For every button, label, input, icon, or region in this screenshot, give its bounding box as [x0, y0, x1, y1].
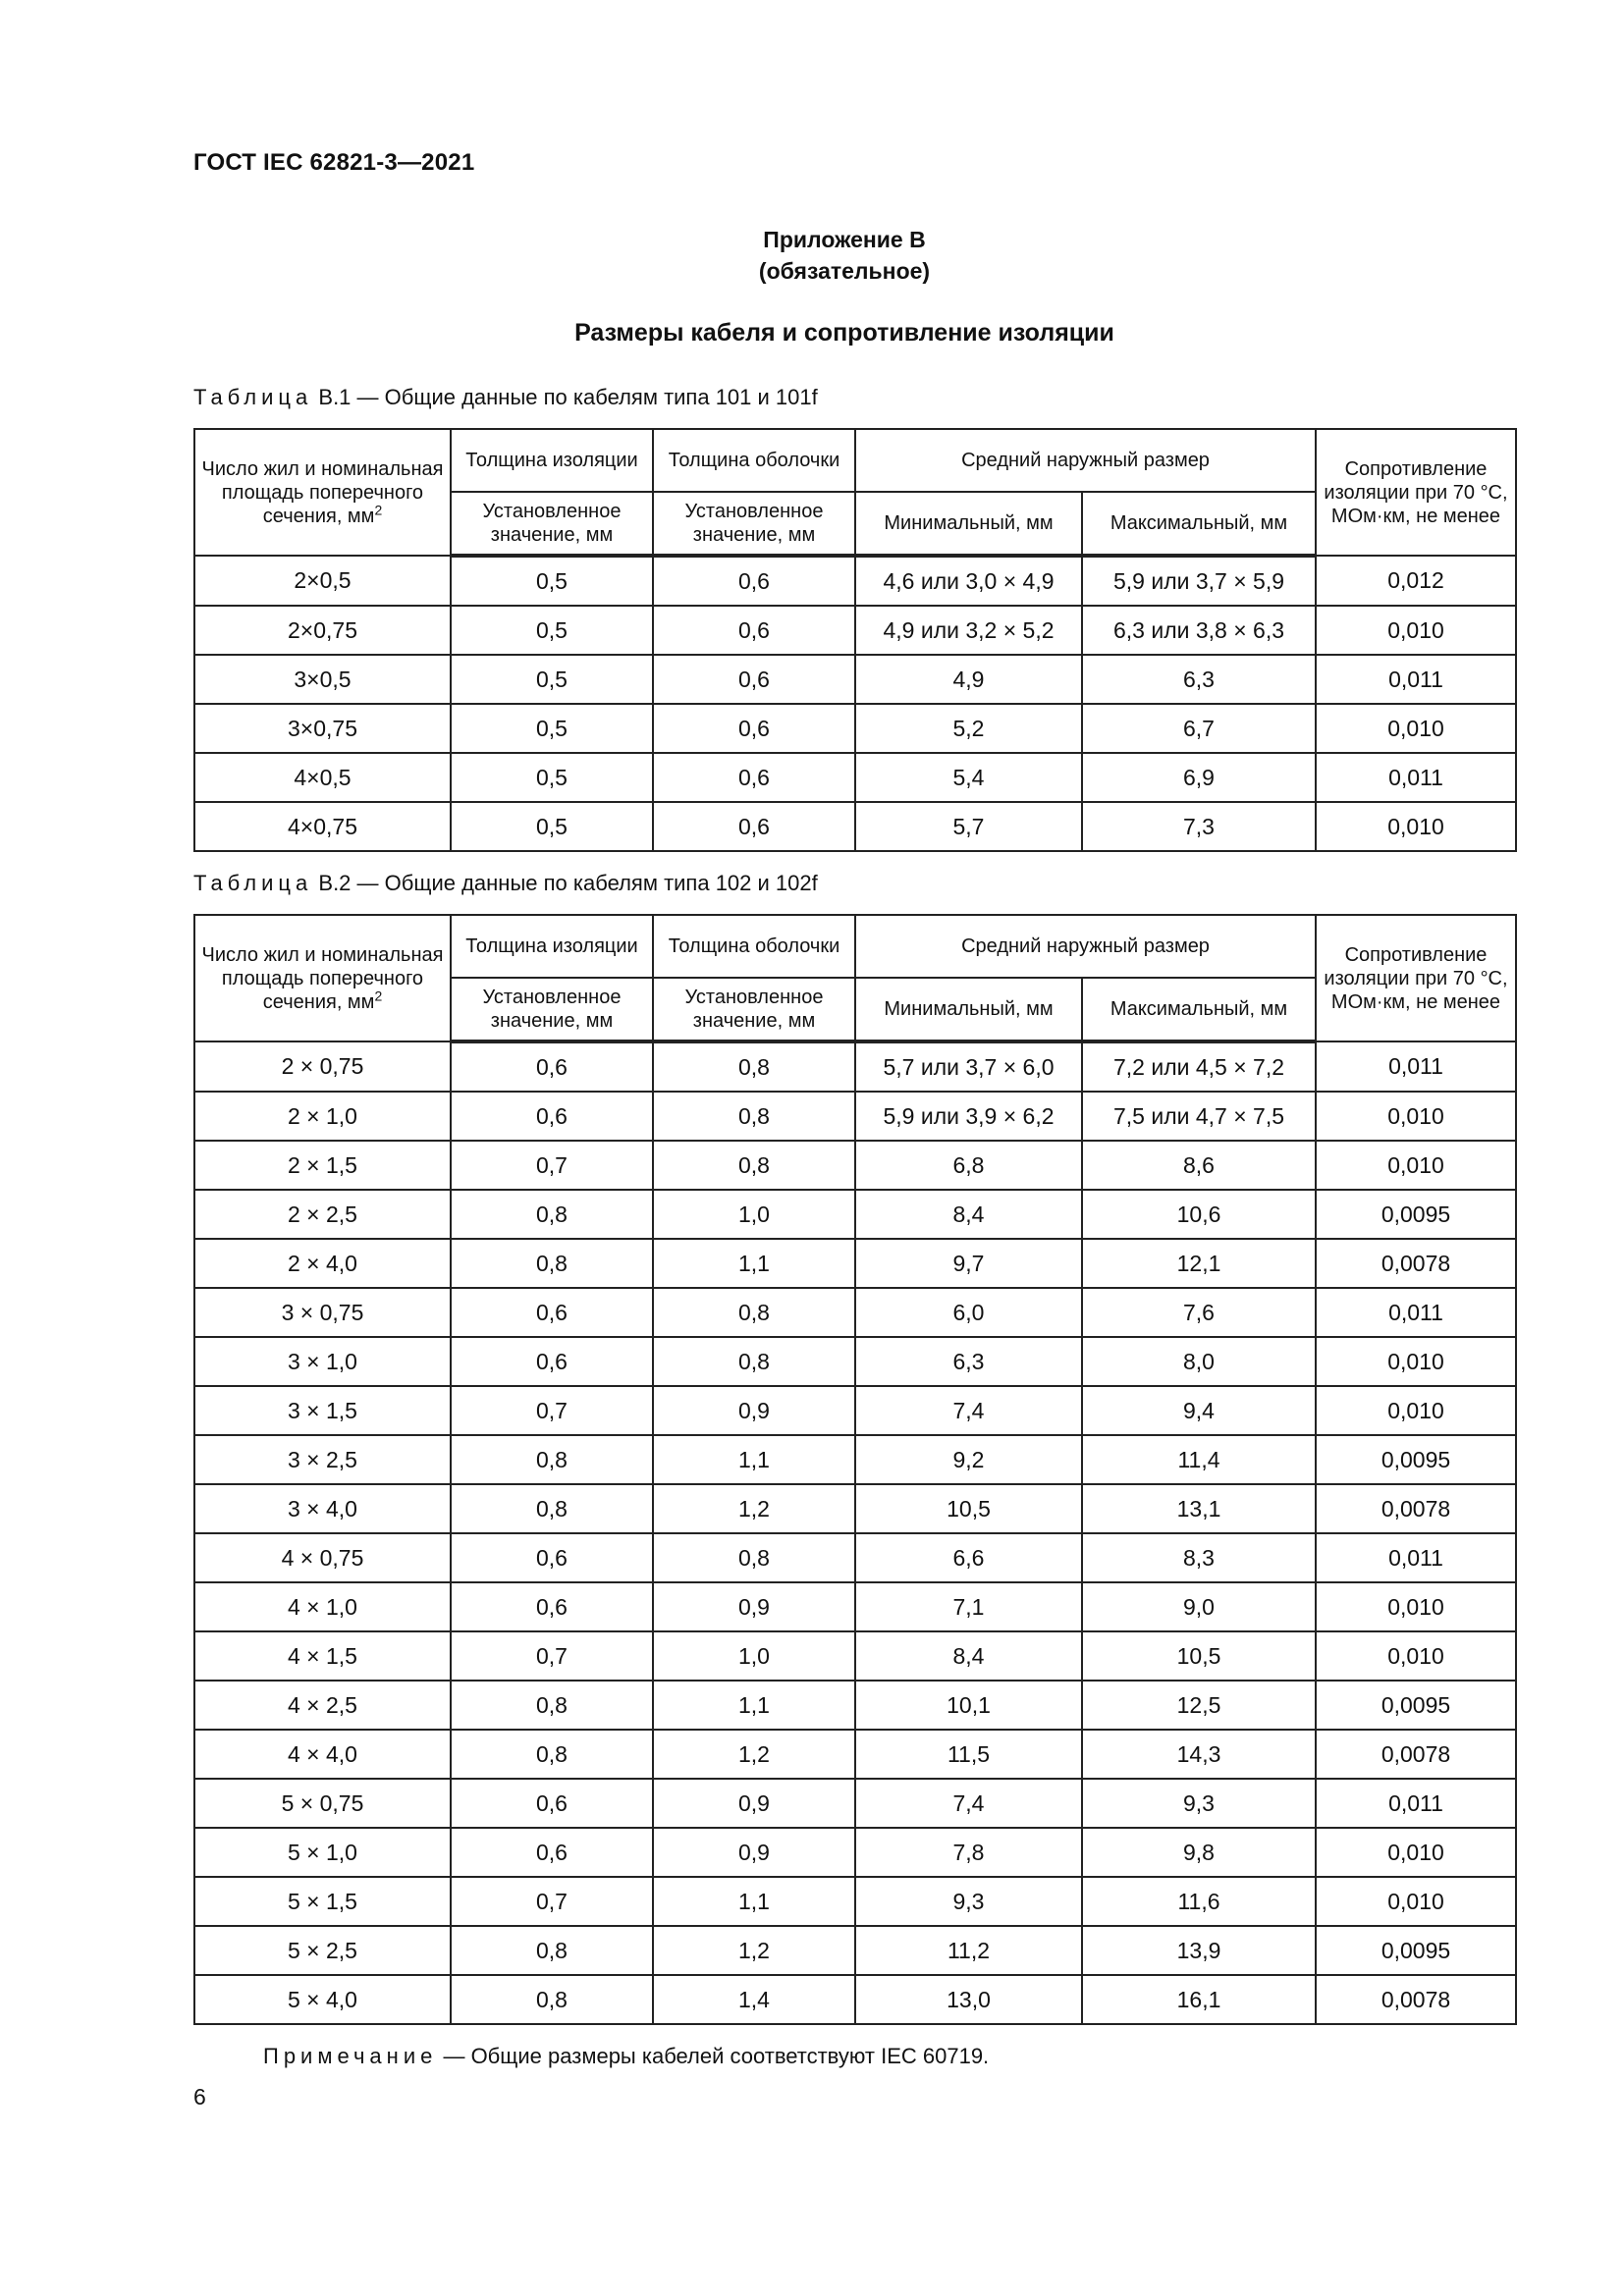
table-cell: 0,8	[451, 1975, 653, 2024]
table-cell: 0,0095	[1316, 1435, 1516, 1484]
table-cell: 0,010	[1316, 1337, 1516, 1386]
table-cell: 6,7	[1082, 704, 1316, 753]
col-header-cores-text: Число жил и номинальная площадь поперечного сечения, мм	[201, 943, 444, 1013]
table-cell: 0,5	[451, 556, 653, 606]
table-row	[194, 1975, 1516, 2024]
table-cell: 0,7	[451, 1877, 653, 1926]
col-header-max: Максимальный, мм	[1082, 978, 1316, 1041]
table-cell: 1,0	[653, 1190, 855, 1239]
table-cell: 0,9	[653, 1582, 855, 1631]
table-cell: 5,7 или 3,7 × 6,0	[855, 1041, 1082, 1092]
table-row	[194, 655, 1516, 704]
table-cell: 0,011	[1316, 655, 1516, 704]
table-cell: 2 × 1,5	[194, 1141, 451, 1190]
table-cell: 0,010	[1316, 1092, 1516, 1141]
table-row	[194, 1631, 1516, 1681]
col-header-cores-text: Число жил и номинальная площадь поперечного сечения, мм	[201, 457, 444, 527]
table-cell: 0,6	[653, 704, 855, 753]
table-cell: 8,3	[1082, 1533, 1316, 1582]
table-row	[194, 1484, 1516, 1533]
table-cell: 9,3	[855, 1877, 1082, 1926]
table-cell: 0,6	[653, 606, 855, 655]
col-header-min: Минимальный, мм	[855, 978, 1082, 1041]
table-cell: 5,9 или 3,7 × 5,9	[1082, 556, 1316, 606]
col-header-insulation: Толщина изоляции	[451, 915, 653, 978]
table-cell: 0,5	[451, 802, 653, 851]
table-row	[194, 1288, 1516, 1337]
table-cell: 5 × 1,0	[194, 1828, 451, 1877]
table-cell: 0,8	[451, 1239, 653, 1288]
col-header-resistance: Сопротивление изоляции при 70 °C, МОм·км, не менее	[1316, 429, 1516, 556]
col-header-sheath: Толщина оболочки	[653, 429, 855, 492]
appendix-heading	[0, 224, 1624, 287]
table-cell: 0,6	[451, 1582, 653, 1631]
table-cell: 0,0095	[1316, 1190, 1516, 1239]
table-cell: 0,5	[451, 655, 653, 704]
table-cell: 0,8	[653, 1041, 855, 1092]
table-cell: 0,8	[451, 1190, 653, 1239]
table-cell: 1,1	[653, 1239, 855, 1288]
table2-caption-text: В.2 — Общие данные по кабелям типа 102 и 102f	[318, 871, 818, 895]
table-row	[194, 802, 1516, 851]
table-cell: 0,8	[653, 1288, 855, 1337]
table-cell: 0,9	[653, 1386, 855, 1435]
table-cell: 2×0,75	[194, 606, 451, 655]
table-cell: 7,5 или 4,7 × 7,5	[1082, 1092, 1316, 1141]
superscript: 2	[374, 501, 383, 517]
col-header-insulation-value: Установленное значение, мм	[451, 978, 653, 1041]
table-cell: 9,8	[1082, 1828, 1316, 1877]
table-cell: 4×0,75	[194, 802, 451, 851]
table-cell: 0,8	[451, 1926, 653, 1975]
table-cell: 13,9	[1082, 1926, 1316, 1975]
table-cell: 16,1	[1082, 1975, 1316, 2024]
table-cell: 0,010	[1316, 606, 1516, 655]
table-cell: 11,4	[1082, 1435, 1316, 1484]
table-row	[194, 1877, 1516, 1926]
table-row	[194, 1190, 1516, 1239]
table-cell: 0,8	[451, 1435, 653, 1484]
note-text: — Общие размеры кабелей соответствуют IEC 60719.	[437, 2044, 990, 2068]
table-cell: 2 × 4,0	[194, 1239, 451, 1288]
col-header-insulation: Толщина изоляции	[451, 429, 653, 492]
table-cell: 8,6	[1082, 1141, 1316, 1190]
table-cell: 0,8	[451, 1730, 653, 1779]
col-header-min: Минимальный, мм	[855, 492, 1082, 556]
table-cell: 7,8	[855, 1828, 1082, 1877]
table-cell: 6,6	[855, 1533, 1082, 1582]
table-cell: 1,2	[653, 1926, 855, 1975]
table-cell: 0,0095	[1316, 1681, 1516, 1730]
table-row	[194, 1337, 1516, 1386]
table-cell: 10,5	[1082, 1631, 1316, 1681]
table-row	[194, 606, 1516, 655]
table-cell: 5 × 2,5	[194, 1926, 451, 1975]
table-cell: 5 × 1,5	[194, 1877, 451, 1926]
table-cell: 9,4	[1082, 1386, 1316, 1435]
table-cell: 0,6	[653, 655, 855, 704]
table-cell: 9,3	[1082, 1779, 1316, 1828]
table-cell: 7,2 или 4,5 × 7,2	[1082, 1041, 1316, 1092]
table-cell: 0,010	[1316, 1141, 1516, 1190]
table-row	[194, 753, 1516, 802]
table-cell: 4 × 0,75	[194, 1533, 451, 1582]
table-cell: 0,8	[653, 1141, 855, 1190]
table-cell: 1,2	[653, 1730, 855, 1779]
table-cell: 13,1	[1082, 1484, 1316, 1533]
table-cell: 0,011	[1316, 1288, 1516, 1337]
table-cell: 10,6	[1082, 1190, 1316, 1239]
table-cell: 0,6	[451, 1337, 653, 1386]
table-cell: 0,7	[451, 1141, 653, 1190]
table-cell: 0,0078	[1316, 1484, 1516, 1533]
table1-caption	[193, 385, 818, 410]
table-cell: 4,9 или 3,2 × 5,2	[855, 606, 1082, 655]
table-cell: 0,9	[653, 1779, 855, 1828]
col-header-sheath-value: Установленное значение, мм	[653, 492, 855, 556]
col-header-outer-size: Средний наружный размер	[855, 429, 1316, 492]
table-cell: 0,6	[653, 802, 855, 851]
table-cell: 0,6	[451, 1828, 653, 1877]
table-cell: 9,0	[1082, 1582, 1316, 1631]
table-cell: 2 × 2,5	[194, 1190, 451, 1239]
table-row	[194, 1926, 1516, 1975]
table-cell: 0,7	[451, 1631, 653, 1681]
table2-body	[194, 1041, 1516, 2024]
table-row	[194, 1386, 1516, 1435]
col-header-resistance: Сопротивление изоляции при 70 °C, МОм·км, не менее	[1316, 915, 1516, 1041]
table-cell: 5,9 или 3,9 × 6,2	[855, 1092, 1082, 1141]
col-header-sheath-value: Установленное значение, мм	[653, 978, 855, 1041]
col-header-sheath: Толщина оболочки	[653, 915, 855, 978]
table-row	[194, 1092, 1516, 1141]
table-cell: 0,011	[1316, 753, 1516, 802]
section-title: Размеры кабеля и сопротивление изоляции	[574, 319, 1114, 347]
table-cell: 7,4	[855, 1386, 1082, 1435]
table2-caption-word: Таблица	[193, 871, 313, 895]
table-cell: 1,1	[653, 1877, 855, 1926]
table-cell: 14,3	[1082, 1730, 1316, 1779]
table-row	[194, 1239, 1516, 1288]
appendix-title: Приложение В	[763, 227, 926, 252]
table-cell: 9,2	[855, 1435, 1082, 1484]
table-row	[194, 1435, 1516, 1484]
table-row	[194, 1828, 1516, 1877]
table1-body	[194, 556, 1516, 851]
table-cell: 0,010	[1316, 1877, 1516, 1926]
table-cell: 7,1	[855, 1582, 1082, 1631]
table-cell: 0,8	[653, 1337, 855, 1386]
table-cell: 3 × 1,5	[194, 1386, 451, 1435]
table-cell: 3×0,75	[194, 704, 451, 753]
col-header-insulation-value: Установленное значение, мм	[451, 492, 653, 556]
table-cell: 1,1	[653, 1681, 855, 1730]
table-cell: 2 × 1,0	[194, 1092, 451, 1141]
table-cell: 5,2	[855, 704, 1082, 753]
table-cell: 8,4	[855, 1190, 1082, 1239]
col-header-outer-size: Средний наружный размер	[855, 915, 1316, 978]
table-cell: 4×0,5	[194, 753, 451, 802]
table-cell: 0,0095	[1316, 1926, 1516, 1975]
superscript: 2	[374, 987, 383, 1003]
table-row	[194, 1730, 1516, 1779]
table-cell: 4 × 2,5	[194, 1681, 451, 1730]
table2	[193, 914, 1517, 2025]
table-cell: 10,5	[855, 1484, 1082, 1533]
table-row	[194, 1681, 1516, 1730]
table-cell: 1,0	[653, 1631, 855, 1681]
table-cell: 10,1	[855, 1681, 1082, 1730]
table-row	[194, 1141, 1516, 1190]
table-cell: 3 × 1,0	[194, 1337, 451, 1386]
note-label: Примечание	[263, 2044, 438, 2068]
col-header-cores	[194, 915, 451, 1041]
table-cell: 6,3	[1082, 655, 1316, 704]
table-cell: 0,6	[451, 1288, 653, 1337]
table-cell: 0,011	[1316, 1041, 1516, 1092]
table-cell: 6,3 или 3,8 × 6,3	[1082, 606, 1316, 655]
table-cell: 12,1	[1082, 1239, 1316, 1288]
table-cell: 1,1	[653, 1435, 855, 1484]
table1-caption-text: В.1 — Общие данные по кабелям типа 101 и 101f	[318, 385, 818, 409]
table-cell: 4 × 1,0	[194, 1582, 451, 1631]
table-cell: 5 × 0,75	[194, 1779, 451, 1828]
table-cell: 0,5	[451, 753, 653, 802]
table-cell: 12,5	[1082, 1681, 1316, 1730]
table-cell: 7,4	[855, 1779, 1082, 1828]
table-cell: 0,011	[1316, 1779, 1516, 1828]
table-cell: 4 × 4,0	[194, 1730, 451, 1779]
table-cell: 2 × 0,75	[194, 1041, 451, 1092]
table-cell: 0,5	[451, 704, 653, 753]
table-cell: 0,010	[1316, 1631, 1516, 1681]
table-cell: 8,4	[855, 1631, 1082, 1681]
table-cell: 0,6	[653, 753, 855, 802]
table-cell: 5,4	[855, 753, 1082, 802]
table-cell: 0,8	[451, 1681, 653, 1730]
table-cell: 0,6	[451, 1041, 653, 1092]
table-cell: 0,6	[653, 556, 855, 606]
table-cell: 0,010	[1316, 704, 1516, 753]
table-cell: 0,9	[653, 1828, 855, 1877]
table-row	[194, 704, 1516, 753]
table-cell: 0,010	[1316, 1386, 1516, 1435]
table-cell: 3×0,5	[194, 655, 451, 704]
table-cell: 0,8	[653, 1092, 855, 1141]
table-cell: 5 × 4,0	[194, 1975, 451, 2024]
table1	[193, 428, 1517, 852]
table-cell: 11,5	[855, 1730, 1082, 1779]
table-cell: 2×0,5	[194, 556, 451, 606]
table-row	[194, 556, 1516, 606]
table-cell: 0,6	[451, 1092, 653, 1141]
note	[263, 2044, 989, 2069]
table-cell: 9,7	[855, 1239, 1082, 1288]
table-row	[194, 1041, 1516, 1092]
table-cell: 0,010	[1316, 1582, 1516, 1631]
table-cell: 0,0078	[1316, 1730, 1516, 1779]
table-cell: 0,0078	[1316, 1239, 1516, 1288]
table-cell: 0,7	[451, 1386, 653, 1435]
table-cell: 3 × 4,0	[194, 1484, 451, 1533]
table-cell: 8,0	[1082, 1337, 1316, 1386]
appendix-status: (обязательное)	[758, 258, 931, 284]
page-number: 6	[193, 2084, 206, 2109]
table-cell: 0,8	[653, 1533, 855, 1582]
table-row	[194, 1533, 1516, 1582]
table-cell: 5,7	[855, 802, 1082, 851]
table-cell: 0,5	[451, 606, 653, 655]
table-row	[194, 1779, 1516, 1828]
table-cell: 0,010	[1316, 802, 1516, 851]
table-cell: 0,011	[1316, 1533, 1516, 1582]
table-cell: 6,9	[1082, 753, 1316, 802]
table-cell: 6,0	[855, 1288, 1082, 1337]
table-cell: 11,2	[855, 1926, 1082, 1975]
table-row	[194, 1582, 1516, 1631]
table-cell: 11,6	[1082, 1877, 1316, 1926]
table-cell: 4,9	[855, 655, 1082, 704]
table-cell: 7,3	[1082, 802, 1316, 851]
table-cell: 7,6	[1082, 1288, 1316, 1337]
col-header-max: Максимальный, мм	[1082, 492, 1316, 556]
table1-caption-word: Таблица	[193, 385, 313, 409]
table-cell: 0,012	[1316, 556, 1516, 606]
table-cell: 6,8	[855, 1141, 1082, 1190]
table-cell: 0,6	[451, 1533, 653, 1582]
table-cell: 3 × 2,5	[194, 1435, 451, 1484]
table-cell: 4 × 1,5	[194, 1631, 451, 1681]
table-cell: 0,010	[1316, 1828, 1516, 1877]
col-header-cores	[194, 429, 451, 556]
table-cell: 1,4	[653, 1975, 855, 2024]
table-cell: 4,6 или 3,0 × 4,9	[855, 556, 1082, 606]
table-cell: 0,8	[451, 1484, 653, 1533]
table-cell: 3 × 0,75	[194, 1288, 451, 1337]
table-cell: 1,2	[653, 1484, 855, 1533]
table-cell: 0,6	[451, 1779, 653, 1828]
table-cell: 13,0	[855, 1975, 1082, 2024]
document-header: ГОСТ IEC 62821-3—2021	[193, 149, 475, 176]
table2-caption	[193, 871, 818, 896]
table-cell: 6,3	[855, 1337, 1082, 1386]
table-cell: 0,0078	[1316, 1975, 1516, 2024]
